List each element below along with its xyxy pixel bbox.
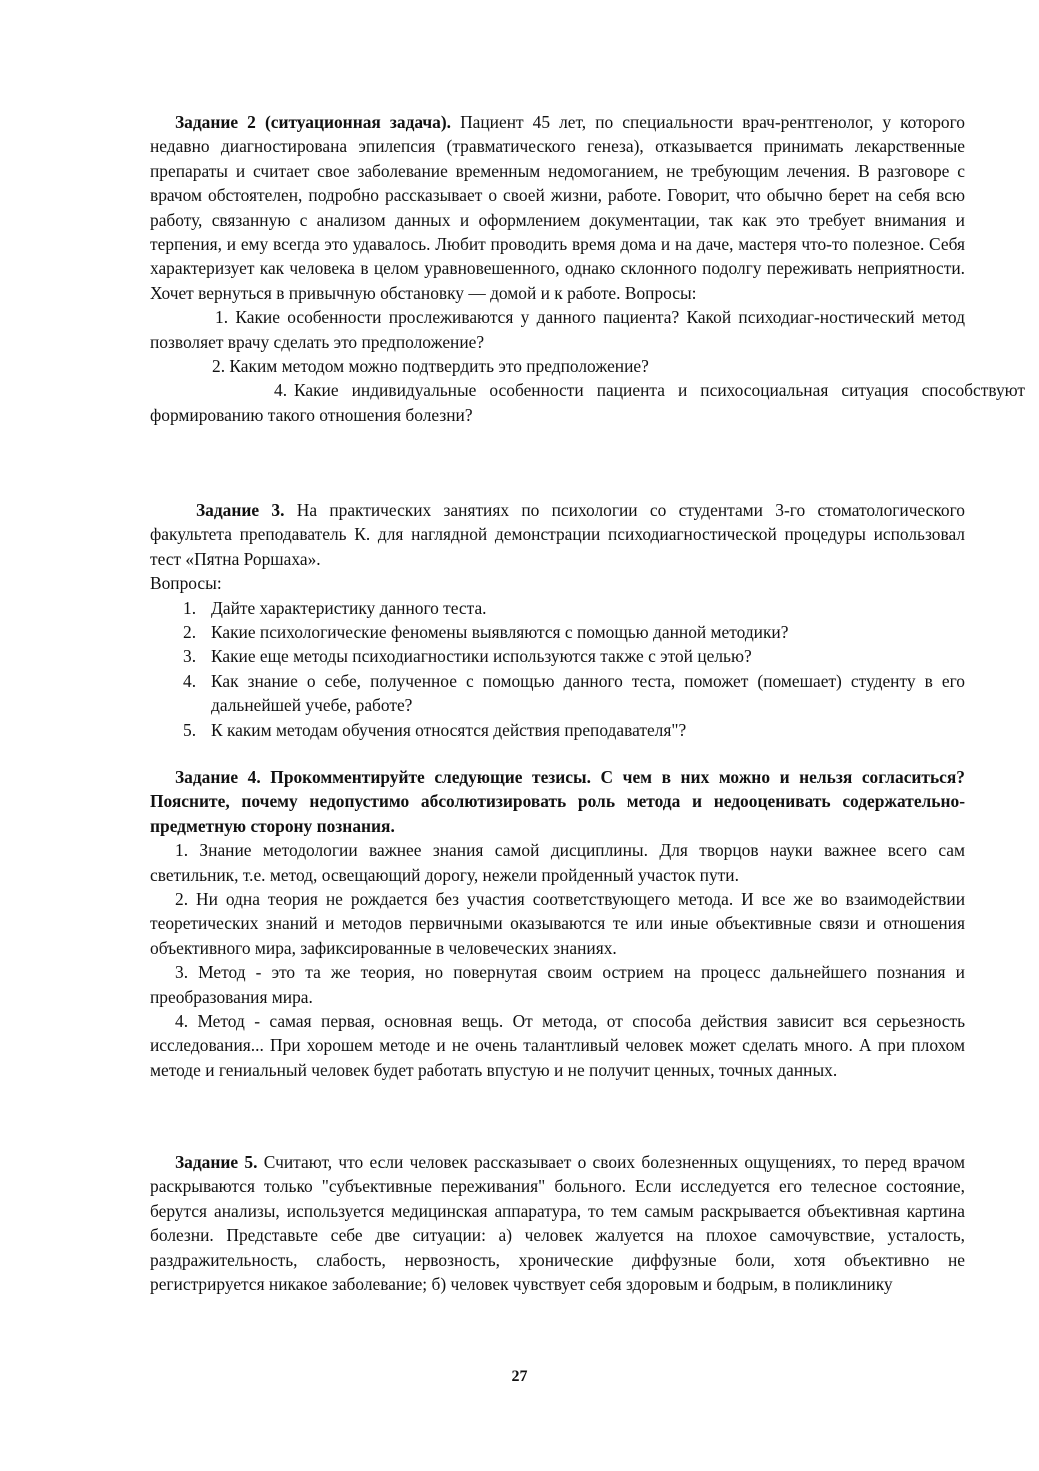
task3-questions-label: Вопросы: — [150, 573, 222, 594]
task4-thesis: 4. Метод - самая первая, основная вещь. От метода, от способа действия зависит вся серьезность исследования... При хорошем методе и не очень талантливый человек может сделать много. А при плохом методе и гениальный человек будет работать впустую и не получит ценных, точных данных. — [150, 1011, 965, 1080]
task3-question-text: Какие еще методы психодиагностики используются также с этой целью? — [211, 646, 752, 667]
task3-question-text: Какие психологические феномены выявляются с помощью данной методики? — [211, 622, 789, 643]
task5-paragraph — [150, 1150, 965, 1296]
task4-thesis: 1. Знание методологии важнее знания самой дисциплины. Для творцов науки важнее всего сам светильник, т.е. метод, освещающий дорогу, нежели пройденный участок пути. — [150, 840, 965, 885]
task5-section — [150, 1150, 965, 1296]
page-number: 27 — [511, 1368, 528, 1385]
task3-question-number: 3. — [183, 646, 197, 667]
task2-section — [150, 110, 1025, 427]
task3-body: На практических занятиях по психологии со студентами 3-го стоматологического факультета преподаватель К. для наглядной демонстрации психодиагностической процедуры использовал тест «Пятна Роршаха». — [150, 500, 965, 569]
task3-question-item — [183, 669, 965, 718]
task2-body: Пациент 45 лет, по специальности врач-рентгенолог, у которого недавно диагностирована эпилепсия (травматического генеза), отказывается принимать лекарственные препараты и считает свое заболевание временным недомоганием, не требующим лечения. В разговоре с врачом обстоятелен, подробно рассказывает о своей жизни, работе. Говорит, что обычно берет на себя всю работу, связанную с анализом данных и оформлением документации, так как это требует внимания и терпения, и ему всегда это удавалось. Любит проводить время дома и на даче, мастеря что-то полезное. Себя характеризует как человека в целом уравновешенного, однако склонного подолгу переживать неприятности. Хочет вернуться в привычную обстановку — домой и к работе. Вопросы: — [150, 112, 965, 303]
task4-theses — [150, 838, 965, 1082]
task4-title: Задание 4. Прокомментируйте следующие тезисы. С чем в них можно и нельзя согласиться? Поясните, почему недопустимо абсолютизировать роль метода и недооценивать содержательно-предметную сторону познания. — [150, 767, 965, 836]
task5-title: Задание 5. — [175, 1152, 258, 1172]
task3-title: Задание 3. — [196, 500, 285, 520]
task2-question-4: 4. Какие индивидуальные особенности пациента и психосоциальная ситуация способствуют формированию такого отношения болезни? — [150, 380, 1025, 425]
task4-thesis: 3. Метод - это та же теория, но повернутая своим острием на процесс дальнейшего познания и преобразования мира. — [150, 962, 965, 1007]
task2-title: Задание 2 (ситуационная задача). — [175, 112, 452, 132]
task3-section — [150, 498, 965, 742]
task3-question-text: Дайте характеристику данного теста. — [211, 597, 487, 618]
task4-thesis: 2. Ни одна теория не рождается без участия соответствующего метода. И все же во взаимодействии теоретических знаний и методов первичными оказываются те или иные объективные связи и отношения объективного мира, зафиксированные в человеческих знаниях. — [150, 889, 965, 958]
task3-question-number: 4. — [183, 670, 197, 691]
task5-body: Считают, что если человек рассказывает о своих болезненных ощущениях, то перед врачом раскрываются только "субъективные переживания" больного. Если исследуется его телесное состояние, берутся анализы, используется медицинская аппаратура, то тем самым раскрывается объективная картина болезни. Представьте себе две ситуации: а) человек жалуется на плохое самочувствие, усталость, раздражительность, слабость, нервозность, хронические диффузные боли, хотя объективно не регистрируется никакое заболевание; б) человек чувствует себя здоровым и бодрым, в поликлинику — [150, 1152, 965, 1295]
task3-question-item — [183, 718, 965, 742]
task3-question-item — [183, 644, 965, 668]
task3-question-number: 5. — [183, 719, 197, 740]
task3-question-item — [183, 620, 965, 644]
task3-question-number: 1. — [183, 597, 197, 618]
task3-paragraph — [150, 498, 965, 571]
task3-question-list — [150, 596, 965, 742]
task2-question-1: 1. Какие особенности прослеживаются у данного пациента? Какой психодиаг-ностический метод позволяет врачу сделать это предположение? — [150, 307, 965, 352]
task3-question-text: Как знание о себе, полученное с помощью данного теста, поможет (помешает) студенту в его дальнейшей учебе, работе? — [211, 670, 965, 716]
task2-paragraph — [150, 110, 965, 305]
task3-question-item — [183, 596, 965, 620]
task3-question-number: 2. — [183, 622, 197, 643]
task4-section — [150, 765, 965, 1082]
task2-question-2: 2. Каким методом можно подтвердить это предположение? — [212, 356, 649, 377]
task3-question-text: К каким методам обучения относятся действия преподавателя"? — [211, 719, 687, 740]
